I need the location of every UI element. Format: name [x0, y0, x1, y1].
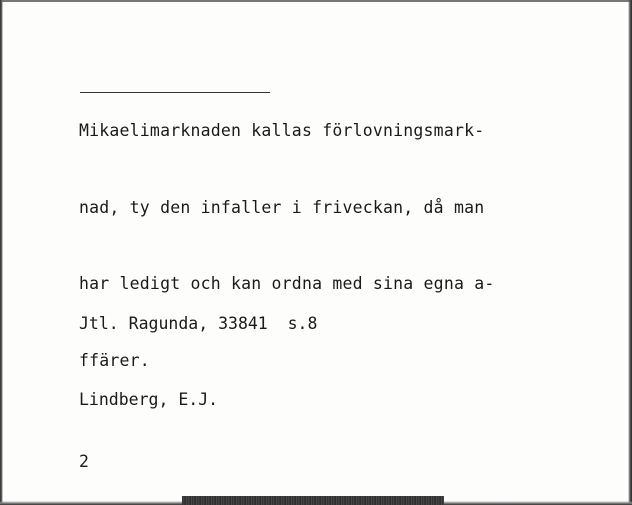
bottom-scan-mark	[182, 496, 444, 505]
body-line-4: ffärer.	[79, 350, 150, 370]
source-reference	[79, 261, 317, 462]
body-line-2: nad, ty den infaller i friveckan, då man	[79, 197, 485, 217]
body-line-1: Mikaelimarknaden kallas förlovningsmark-	[79, 121, 485, 140]
card-top-edge	[0, 0, 632, 2]
card-right-edge	[628, 0, 632, 505]
card-left-edge	[0, 0, 3, 505]
source-line: Jtl. Ragunda, 33841 s.8	[79, 314, 318, 333]
author-line: Lindberg, E.J.	[79, 389, 219, 409]
page-number: 2	[79, 452, 89, 471]
body-line-3: har ledigt och kan ordna med sina egna a-	[79, 274, 495, 293]
